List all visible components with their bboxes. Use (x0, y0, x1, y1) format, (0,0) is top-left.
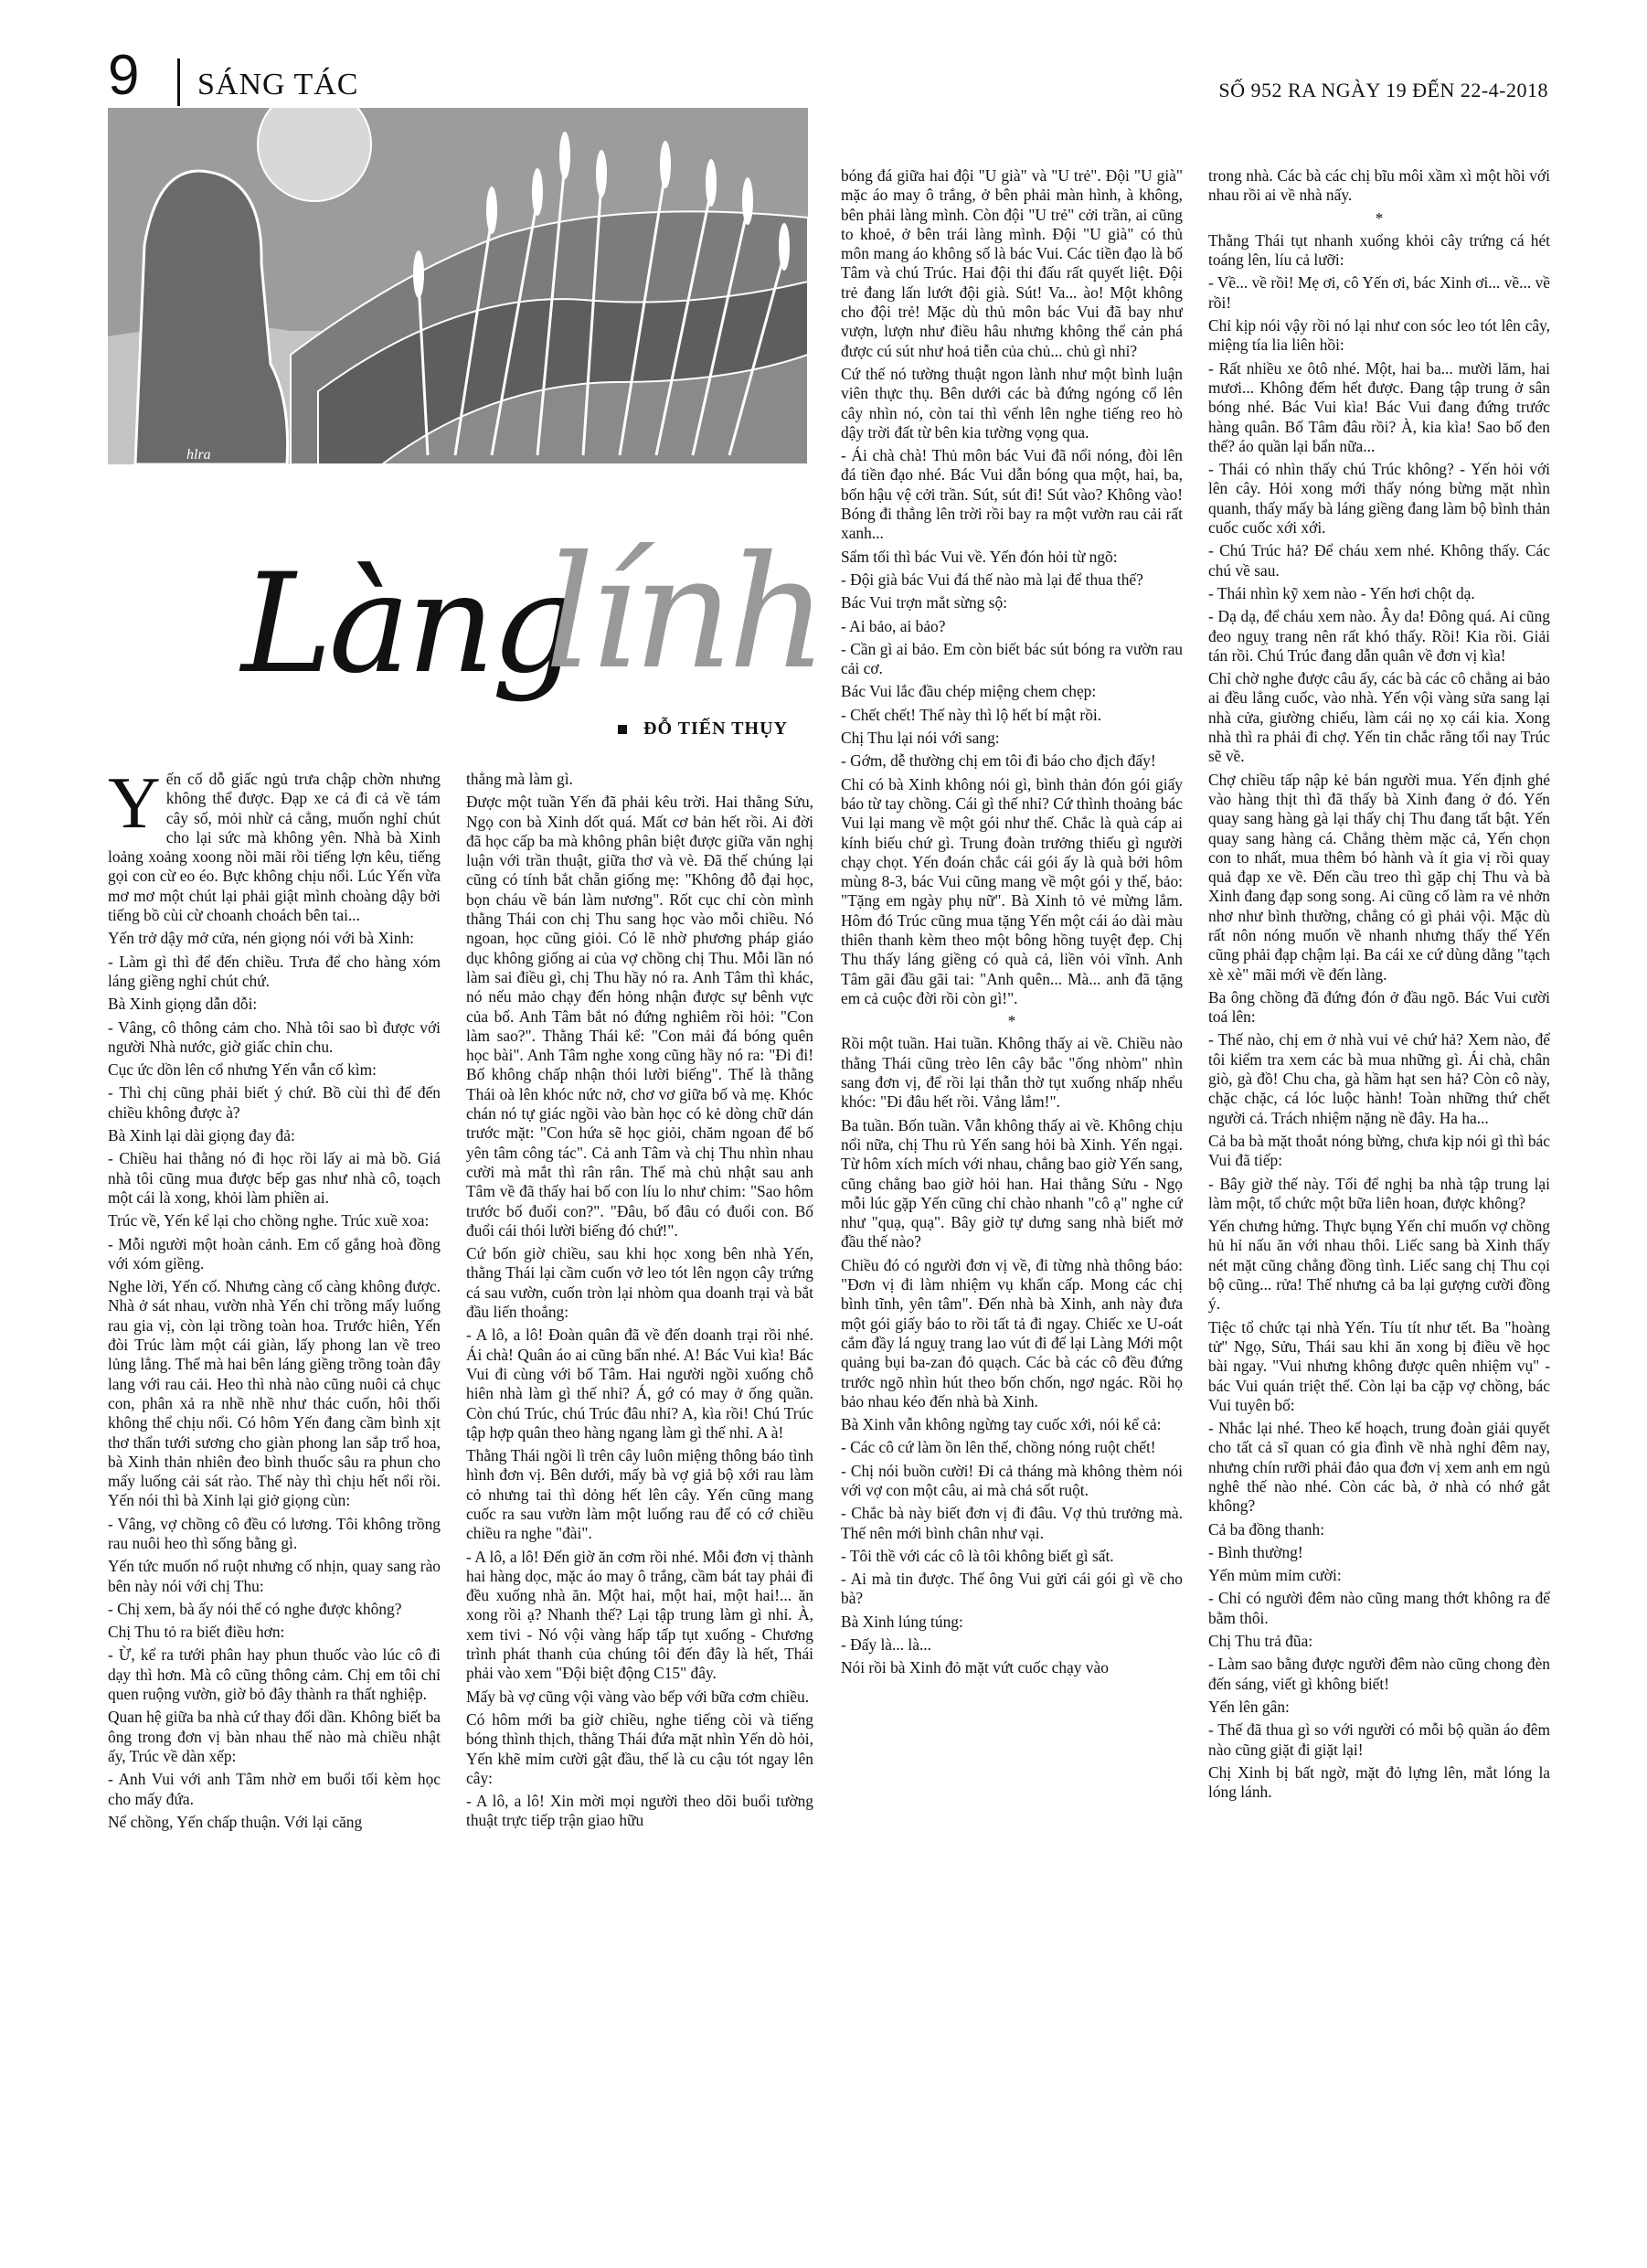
story-title (241, 523, 826, 706)
paragraph: trong nhà. Các bà các chị bĩu môi xầm xì một hồi với nhau rồi ai về nhà nấy. (1208, 166, 1550, 205)
paragraph: - Thế nào, chị em ở nhà vui vẻ chứ hả? Xem nào, để tôi kiểm tra xem các bà mua những gì. Ái chà, chân giò, gà đồ! Chu cha, gà hầm hạt sen hả? Còn cô này, chặc chặc, cá lóc luộc hành! Toàn những thứ chết người cả. Trách nhiệm nặng nề đây. Ha ha... (1208, 1030, 1550, 1127)
title-word-1: Làng (241, 545, 576, 704)
paragraph: - Thì chị cũng phải biết ý chứ. Bồ cùi thì để đến chiều không được à? (108, 1083, 441, 1122)
paragraph: Cứ bốn giờ chiều, sau khi học xong bên nhà Yến, thằng Thái lại cầm cuốn vở leo tót lên ngọn cây trứng cá sau vườn, cuốn tròn lại nhòm qua doanh trại và bắt đầu liến thoắng: (466, 1244, 813, 1322)
paragraph: Chị Thu tỏ ra biết điều hơn: (108, 1623, 285, 1642)
author-name: ĐỖ TIẾN THỤY (643, 719, 788, 739)
story-illustration (108, 108, 808, 464)
paragraph: - Chỉ có người đêm nào cũng mang thớt không ra để bằm thôi. (1208, 1589, 1550, 1627)
section-break: * (1007, 1012, 1016, 1031)
paragraph: Chỉ chờ nghe được câu ấy, các bà các cô chẳng ai bảo ai đều lẳng cuốc, vào nhà. Yến vội vàng sửa sang lại nhà cửa, giường chiếu, làm cái nọ xọ cái kia. Xong nhà thì ra phải đi chợ. Yến tin chắc rằng tối nay Trúc sẽ về. (1208, 669, 1550, 766)
paragraph: - A lô, a lô! Đến giờ ăn cơm rồi nhé. Mỗi đơn vị thành hai hàng dọc, mặc áo may ô trắng, cầm bát tay phải đi đều xuống nhà ăn. Một hai, một hai, một hai!... ăn xong rồi ạ? Nhanh thế? Lại tập trung làm gì nhỉ. À, xem tivi - Nó vội vàng hấp tấp tụt xuống - Chương trình phát thanh của chúng tôi đến đây là hết, Thái phải vào xem "Đội biệt động C15" đây. (466, 1547, 813, 1683)
paragraph: - Ai bảo, ai bảo? (841, 616, 946, 635)
issue-info: SỐ 952 RA NGÀY 19 ĐẾN 22-4-2018 (1218, 79, 1548, 101)
paragraph: Sẩm tối thì bác Vui về. Yến đón hỏi từ ngõ: (841, 547, 1118, 566)
paragraph: Yến mủm mỉm cười: (1208, 1566, 1342, 1585)
paragraph: Bà Xinh lại dài giọng đay đả: (108, 1126, 295, 1145)
paragraph: Cứ thế nó tường thuật ngon lành như một bình luận viên thực thụ. Bên dưới các bà đứng ngóng cổ lên cây nhìn nó, còn tai thì vểnh lên nghe tiếng reo hò dậy trời đất từ bên kia tường vọng qua. (841, 364, 1183, 442)
paragraph: Bà Xinh lúng túng: (841, 1612, 963, 1631)
paragraph: - Vâng, cô thông cảm cho. Nhà tôi sao bì được với người Nhà nước, giờ giấc chỉn chu. (108, 1017, 441, 1056)
title-word-2: lính (545, 523, 823, 704)
paragraph-text: ến cố dỗ giấc ngủ trưa chập chờn nhưng không thể được. Đạp xe cả đi cả về tám cây số, mỏi nhừ cả cẳng, muốn nghỉ chút cho lại sức mà không yên. Nhà bà Xinh loảng xoảng xoong nồi mãi rồi tiếng lợn kêu, tiếng gọi con cừ eo éo. Bực không chịu nổi. Lúc Yến vừa mơ mơ một chút lại phải giật mình choàng dậy bởi tiếng bồ cùi cừ choanh choách bên tai... (108, 770, 441, 925)
paragraph: Cả ba bà mặt thoắt nóng bừng, chưa kịp nói gì thì bác Vui đã tiếp: (1208, 1131, 1550, 1170)
paragraph: - Các cô cứ làm ồn lên thế, chồng nóng ruột chết! (841, 1438, 1156, 1457)
paragraph: - Tôi thề với các cô là tôi không biết gì sất. (841, 1546, 1114, 1565)
paragraph: - Bây giờ thế này. Tối để nghị ba nhà tập trung lại làm một, tổ chức một bữa liên hoan, được không? (1208, 1174, 1550, 1212)
paragraph: - Nhắc lại nhé. Theo kế hoạch, trung đoàn giải quyết cho tất cả sĩ quan có gia đình về nhà nghỉ đêm nay, nhưng chín rưỡi phải đảo qua đơn vị xem anh em ngủ nghê thế nào nhé. Còn các bà, ở nhà có nhớ gắt không? (1208, 1419, 1550, 1516)
author-byline (618, 719, 788, 740)
paragraph: Nói rồi bà Xinh đỏ mặt vứt cuốc chạy vào (841, 1658, 1109, 1677)
artist-signature: hlra (186, 447, 211, 463)
text-column-4 (1208, 166, 1550, 2240)
paragraph: Ba tuần. Bốn tuần. Vẫn không thấy ai về. Không chịu nổi nữa, chị Thu rủ Yến sang hỏi bà Xinh. Yến ngại. Từ hôm xích mích với nhau, chẳng bao giờ Yến sang, cũng chẳng bao giờ hỏi han. Hai thằng Sửu - Ngọ mỗi lúc gặp Yến cũng chỉ chào nhanh "cô ạ" nghe cứ như "quạ, quạ". Bây giờ tự dưng sang nhà biết mở đầu thế nào? (841, 1115, 1183, 1251)
paragraph: Bà Xinh giọng dẫn dỗi: (108, 995, 258, 1014)
paragraph: Được một tuần Yến đã phải kêu trời. Hai thằng Sửu, Ngọ con bà Xinh dốt quá. Mất cơ bản hết rồi. Ai đời đã học cấp ba mà không phân biệt được giữa văn nghị luận với trần thuật, giữa thơ và vè. Đã thế chúng lại cũng có tính bắt chẵn giống mẹ: "Không đỗ đại học, bọn cháu về bán làm nương". Rốt cục chỉ còn mình thằng Thái con chị Thu sang học vào mỗi chiều. Nó ngoan, học cũng giỏi. Có lẽ nhờ phương pháp giáo dục không giống ai của vợ chồng chị Thu. Mỗi lần nó làm sai điều gì, chị Thu hầy nó ra. Anh Tâm thì khác, nó nếu mảo chạy đến hỏng nhận được sự bênh vực của bố. Anh Tâm bắt nó đứng nghiêm rồi hỏi: "Con làm sao?". Thằng Thái kể: "Con mải đá bóng quên học bài". Anh Tâm nghe xong cũng hầy nó ra: "Đi đi! Bố không chấp nhận thói lười biếng". Thế là thằng Thái oà lên khóc nức nở, chơ vơ giữa bố và mẹ. Khóc chán nó tự giác ngồi vào bàn học có kẻ dòng chữ dán trước mặt: "Con hứa sẽ học giỏi, chăm ngoan để bố yên tâm công tác". Cả anh Tâm và chị Thu nhìn nhau cười mà mắt thì rân rân. Thế mà chủ nhật sau anh Tâm về đã thấy hai bố con líu lo như chim: "Sao hôm trước bố đuổi con?". "Đâu, bố đâu có đuổi con. Bố đuổi cái thói lười biếng đó chứ!". (466, 793, 813, 1240)
paragraph: thẳng mà làm gì. (466, 770, 573, 788)
paragraph: - Đấy là... là... (841, 1635, 931, 1655)
paragraph: - Anh Vui với anh Tâm nhờ em buổi tối kèm học cho mấy đứa. (108, 1770, 441, 1808)
paragraph: - Bình thường! (1208, 1542, 1303, 1561)
paragraph: Nghe lời, Yến cố. Nhưng càng cố càng không được. Nhà ở sát nhau, vườn nhà Yến chỉ trồng mấy luống rau gia vị, còn lại trồng toàn hoa. Trước hiên, Yến đòi Trúc làm một cái giàn, lấy phong lan về treo lủng lẳng. Thế mà hai bên láng giềng trồng toàn đây lang với rau cải. Heo thì nhà nào cũng nuôi cả chục con, phân xả ra nhề nhề như thác cuốn, hôi thối không thể chịu nổi. Có hôm Yến đang cầm bình xịt thơ thẩn tưới sương cho giàn phong lan sắp trổ hoa, bà Xinh thản nhiên đeo bình thuốc sâu ra phun cho mấy luống cải sát rào. Thế này thì chịu hết nổi rồi. Yến nói thì bà Xinh lại giở giọng cùn: (108, 1277, 441, 1510)
paragraph: Chợ chiều tấp nập kẻ bán người mua. Yến định ghé vào hàng thịt thì đã thấy bà Xinh đang ở đó. Yến quay sang hàng gà lại thấy chị Thu đang tất bật. Yến quay sang hàng cá. Chẳng thèm mặc cả, Yến chọn con to nhất, mua thêm bó hành và ít gia vị rồi quay quả đạp xe về. Đến cầu treo thì gặp chị Thu và bà Xinh đang đạp song song. Ai cũng cố làm ra vẻ nhởn nhơ như bình thường, chẳng có gì phải vội. Mặc dù rất nôn nóng muốn về nhanh nhưng thấy thế Yến cũng phải đạp chậm lại. Ba cái xe cứ dùng dằng "tạch xè xè" mãi mới về đến làng. (1208, 770, 1550, 984)
section-break: * (1375, 208, 1384, 228)
paragraph: Bác Vui lắc đầu chép miệng chem chẹp: (841, 682, 1097, 701)
paragraph: Thằng Thái ngồi lì trên cây luôn miệng thông báo tình hình đơn vị. Bên dưới, mấy bà vợ giả bộ xới rau làm cỏ nhưng tai thì dỏng hết lên cây. Yến cũng mang cuốc ra sau vườn làm một luống rau để có cớ chiều chiều ra nghe "đài". (466, 1446, 813, 1543)
paragraph: - Chị xem, bà ấy nói thế có nghe được không? (108, 1599, 402, 1618)
paragraph: - Về... về rồi! Mẹ ơi, cô Yến ơi, bác Xinh ơi... về... về rồi! (1208, 273, 1550, 312)
paragraph: Trúc về, Yến kể lại cho chồng nghe. Trúc xuề xoa: (108, 1211, 430, 1230)
paragraph: Chị Thu lại nói với sang: (841, 729, 1000, 748)
paragraph: Mấy bà vợ cũng vội vàng vào bếp với bữa cơm chiều. (466, 1687, 810, 1706)
paragraph: - Thái nhìn kỹ xem nào - Yến hơi chột dạ. (1208, 583, 1475, 602)
text-column-1 (108, 770, 441, 2240)
bullet-square-icon (618, 725, 627, 734)
page-number: 9 (108, 44, 140, 107)
paragraph: - Dạ dạ, để cháu xem nào. Ây da! Đông quá. Ai cũng đeo nguỵ trang nên rất khó thấy. Rồi! Kia rồi. Giải tán rồi. Chú Trúc đang dẫn quân về đơn vị kìa! (1208, 607, 1550, 665)
paragraph (108, 770, 441, 925)
paragraph: Thằng Thái tụt nhanh xuống khỏi cây trứng cá hét toáng lên, líu cả lưỡi: (1208, 230, 1550, 270)
paragraph: - Thái có nhìn thấy chú Trúc không? - Yến hỏi với lên cây. Hỏi xong mới thấy nóng bừng mặt nhìn quanh, thấy mấy bà láng giềng đang làm bộ bình thản cuốc cuốc xới xới. (1208, 460, 1550, 538)
section-title: SÁNG TÁC (197, 68, 359, 101)
paragraph: Bác Vui trợn mắt sừng sộ: (841, 593, 1007, 612)
paragraph: - Gớm, dễ thường chị em tôi đi báo cho địch đấy! (841, 751, 1156, 771)
paragraph: - A lô, a lô! Xin mời mọi người theo dõi buổi tường thuật trực tiếp trận giao hữu (466, 1792, 813, 1830)
paragraph: Tiệc tổ chức tại nhà Yến. Tíu tít như tết. Ba "hoàng tử" Ngọ, Sửu, Thái sau khi ăn xong bị điều về học bài ngay. "Vui nhưng không được quên nhiệm vụ" - bác Vui quán triệt thế. Còn lại ba cặp vợ chồng, bác Vui tuyên bố: (1208, 1317, 1550, 1414)
paragraph: - Rất nhiều xe ôtô nhé. Một, hai ba... mười lăm, hai mươi... Không đếm hết được. Đang tập trung ở sân bóng nhé. Bác Vui kìa! Bác Vui đang đứng trước hàng quân. Bố Tâm đâu rồi? À, kia kìa! Sao bố đen thế? áo quần lại bẩn nữa... (1208, 358, 1550, 455)
paragraph: - Cần gì ai bảo. Em còn biết bác sút bóng ra vườn rau cải cơ. (841, 639, 1183, 678)
paragraph: Chỉ kịp nói vậy rồi nó lại như con sóc leo tót lên cây, miệng tía lia liên hồi: (1208, 316, 1550, 355)
paragraph: Yến chưng hửng. Thực bụng Yến chỉ muốn vợ chồng hủ hỉ nấu ăn với nhau thôi. Liếc sang bà Xinh thấy nét mặt cũng chẳng đồng tình. Liếc sang chị Thu cọi bộ cũng... rửa! Thế nhưng cả ba lại gượng cười đồng ý. (1208, 1217, 1550, 1314)
paragraph: Quan hệ giữa ba nhà cứ thay đổi dần. Không biết ba ông trong đơn vị bàn nhau thế nào mà chiều nhật ấy, Trúc về dàn xếp: (108, 1708, 441, 1765)
paragraph: Chị Thu trả đũa: (1208, 1632, 1313, 1651)
paragraph: Có hôm mới ba giờ chiều, nghe tiếng còi và tiếng bóng thình thịch, thằng Thái đứa mặt nhìn Yến dò hỏi, Yến khẽ mỉm cười gật đầu, thế là cu cậu tót ngay lên cây: (466, 1709, 813, 1787)
paragraph: Ba ông chồng đã đứng đón ở đầu ngõ. Bác Vui cười toá lên: (1208, 987, 1550, 1027)
paragraph: - Chị nói buồn cười! Đi cả tháng mà không thèm nói với vợ con một câu, ai mà chả sốt ruột. (841, 1461, 1183, 1499)
paragraph: Yến lên gân: (1208, 1697, 1290, 1716)
paragraph: Chiều đó có người đơn vị về, đi từng nhà thông báo: "Đơn vị đi làm nhiệm vụ khẩn cấp. Mong các chị bình tĩnh, yên tâm". Đến nhà bà Xinh, anh này đưa một gói giấy báo to rồi tất tả đi ngay. Chiếc xe U-oát cắm đầy lá nguỵ trang lao vút đi để lại Làng Mới một quảng bụi ba-zan đỏ quạch. Các bà các cô đều đứng trước ngõ nhìn hút theo bốn chốn, ngơ ngác. Rồi họ bảo nhau kéo đến nhà bà Xinh. (841, 1255, 1183, 1411)
paragraph: - Đội già bác Vui đá thế nào mà lại để thua thế? (841, 570, 1143, 589)
paragraph: - Ái chà chà! Thủ môn bác Vui đã nổi nóng, đòi lên đá tiền đạo nhé. Bác Vui dẫn bóng qua một, hai, ba, bốn hậu vệ cởi trần. Sút, sút đi! Sút vào? Không vào! Bóng đi thẳng lên trời rồi bay ra một vườn rau cải rất xanh... (841, 446, 1183, 543)
paragraph: Yến tức muốn nổ ruột nhưng cố nhịn, quay sang rào bên này nói với chị Thu: (108, 1557, 441, 1595)
paragraph: - Làm sao bằng được người đêm nào cũng chong đèn đến sáng, viết gì không biết! (1208, 1655, 1550, 1693)
paragraph: Cả ba đồng thanh: (1208, 1519, 1325, 1539)
paragraph: - A lô, a lô! Đoàn quân đã về đến doanh trại rồi nhé. Ái chà! Quân áo ai cũng bẩn nhé. A! Bác Vui kìa! Bác Vui đi cùng với bố Tâm. Hai người ngồi xuống chỗ hiên nhà làm gì thế nhỉ? Á, gớ có may ở ống quần. Còn chú Trúc, chú Trúc đâu nhỉ? A, kìa rồi! Chú Trúc tập hợp quân theo hàng ngang làm gì thế nhỉ. A à! (466, 1326, 813, 1442)
paragraph: - Chiều hai thằng nó đi học rồi lấy ai mà bồ. Giá nhà tôi cũng mua được bếp gas như nhà cô, toạch một cái là xong, khỏi làm phiền ai. (108, 1149, 441, 1207)
text-column-3 (841, 166, 1183, 2240)
paragraph: - Vâng, vợ chồng cô đều có lương. Tôi không trồng rau nuôi heo thì sống bằng gì. (108, 1514, 441, 1552)
paragraph: Chỉ có bà Xinh không nói gì, bình thản đón gói giấy báo từ tay chồng. Cái gì thế nhỉ? Cứ thình thoảng bác Vui lại mang về một gói như thế. Chắc là quà cáp ai kính biếu chứ gì. Trung đoàn trưởng thiếu gì người chạy chọt. Yến đoán chắc cái gói ấy là quà bởi hôm mùng 8-3, bác Vui cũng mang về một gói y thế, bảo: "Tặng em ngày phụ nữ". Bà Xinh tỏ vẻ mừng lắm. Hôm đó Trúc cũng mua tặng Yến một cái áo dài màu thiên thanh kèm theo một bông hồng tuyệt đẹp. Chị Thu thấy láng giềng có quà cả, liền vỏi vĩnh. Anh Tâm gãi đầu gãi tai: "Anh quên... Mà... anh đã tặng em cả cuộc đời rồi còn gì!". (841, 774, 1183, 1007)
paragraph: Rồi một tuần. Hai tuần. Không thấy ai về. Chiều nào thằng Thái cũng trèo lên cây bắc "ống nhòm" nhìn sang đơn vị, để rồi lại thẫn thờ tụt xuống nhấp nhểu khóc: "Đi đâu hết rồi. Vắng lắm!". (841, 1034, 1183, 1112)
paragraph: - Chết chết! Thế này thì lộ hết bí mật rồi. (841, 705, 1102, 724)
paragraph: - Mỗi người một hoàn cảnh. Em cố gắng hoà đồng với xóm giềng. (108, 1234, 441, 1272)
paragraph: bóng đá giữa hai đội "U già" và "U trẻ". Đội "U già" mặc áo may ô trắng, ở bên phải màn hình, à không, bên phải làng mình. Còn đội "U trẻ" cởi trần, ai cũng to khoẻ, ở bên trái làng mình. Đội "U già" có thủ môn mang áo không số là bác Vui. Các tiền đạo là bố Tâm và chú Trúc. Hai đội thi đấu rất quyết liệt. Đội trẻ đang lấn lướt đội già. Sút! Va... ào! Một không cho đội trẻ! Mặc dù thủ môn bác Vui đã bay như vượn, lượn như điều hâu nhưng không thể cản phá được cú sút như hoả tiễn của chủ... chủ gì nhỉ? (841, 166, 1183, 360)
text-column-2 (466, 770, 813, 2240)
paragraph: Cục ức dồn lên cổ nhưng Yến vẫn cố kìm: (108, 1060, 377, 1080)
drop-cap: Y (108, 770, 161, 844)
paragraph: - Chắc bà này biết đơn vị đi đâu. Vợ thủ trưởng mà. Thế nên mới bình chân như vại. (841, 1504, 1183, 1542)
paragraph: - Ai mà tin được. Thế ông Vui gửi cái gói gì về cho bà? (841, 1570, 1183, 1608)
paragraph: - Ừ, kể ra tưới phân hay phun thuốc vào lúc cô đi dạy thì hơn. Mà cô cũng thông cảm. Chị em tôi chỉ quen ruộng vườn, giờ bỏ đây thành ra thất nghiệp. (108, 1645, 441, 1704)
paragraph: Chị Xinh bị bất ngờ, mặt đỏ lựng lên, mắt lóng la lóng lánh. (1208, 1762, 1550, 1802)
paragraph: Nể chồng, Yến chấp thuận. Với lại căng (108, 1812, 363, 1831)
paragraph: - Thế đã thua gì so với người có mỗi bộ quần áo đêm nào cũng giặt đi giặt lại! (1208, 1720, 1550, 1759)
paragraph: Bà Xinh vẫn không ngừng tay cuốc xới, nói kể cả: (841, 1415, 1162, 1434)
paragraph: - Chú Trúc hả? Để cháu xem nhé. Không thấy. Các chú về sau. (1208, 541, 1550, 580)
paragraph: - Làm gì thì để đến chiều. Trưa để cho hàng xóm láng giềng nghỉ chút chứ. (108, 952, 441, 990)
header-divider (177, 59, 180, 106)
paragraph: Yến trở dậy mở cửa, nén giọng nói với bà Xinh: (108, 929, 415, 948)
